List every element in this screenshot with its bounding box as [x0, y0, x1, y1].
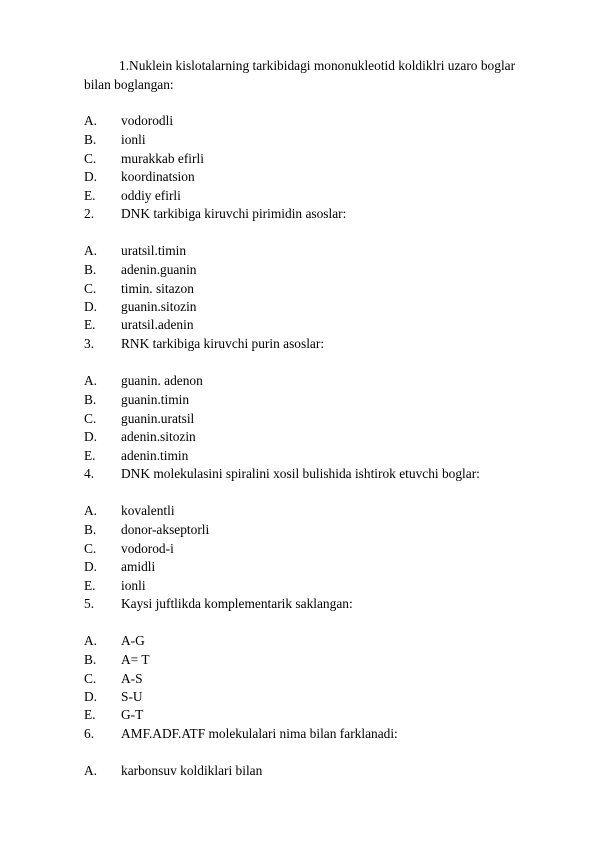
option-letter: D. [84, 169, 98, 184]
option-text: oddiy efirli [121, 188, 181, 203]
question-text: RNK tarkibiga kiruvchi purin asoslar: [121, 336, 325, 351]
option-letter: C. [84, 151, 97, 166]
option-letter: C. [84, 281, 97, 296]
option-text: murakkab efirli [121, 151, 204, 166]
option-letter: B. [84, 132, 97, 147]
option-text: guanin.timin [121, 392, 190, 407]
option-text: guanin.uratsil [121, 411, 195, 426]
option-text: adenin.sitozin [121, 429, 196, 444]
option-text: guanin.sitozin [121, 299, 197, 314]
option-text: A-S [121, 671, 143, 686]
option-letter: A. [84, 503, 98, 518]
option-text: G-T [121, 707, 144, 722]
option-text: vodorodli [121, 113, 174, 128]
option-text: A-G [121, 633, 145, 648]
option-letter: E. [84, 578, 96, 593]
question-number: 3. [84, 336, 95, 351]
option-text: uratsil.adenin [121, 317, 194, 332]
option-letter: C. [84, 671, 97, 686]
option-letter: C. [84, 411, 97, 426]
option-text: karbonsuv koldiklari bilan [121, 763, 263, 778]
option-letter: B. [84, 522, 97, 537]
option-letter: B. [84, 262, 97, 277]
question-number: 5. [84, 596, 95, 611]
option-text: uratsil.timin [121, 243, 187, 258]
option-text: koordinatsion [121, 169, 195, 184]
option-text: S-U [121, 689, 143, 704]
question-1 [84, 56, 524, 94]
question-text: DNK tarkibiga kiruvchi pirimidin asoslar: [121, 206, 347, 221]
option-letter: A. [84, 373, 98, 388]
question-text: Kaysi juftlikda komplementarik saklangan: [121, 596, 353, 611]
option-text: timin. sitazon [121, 281, 194, 296]
question-number: 6. [84, 726, 95, 741]
option-text: adenin.guanin [121, 262, 197, 277]
option-letter: A. [84, 633, 98, 648]
option-letter: D. [84, 429, 98, 444]
option-text: A= T [121, 652, 150, 667]
option-text: adenin.timin [121, 448, 189, 463]
option-text: ionli [121, 132, 146, 147]
question-1-line-2: bilan boglangan: [84, 77, 174, 92]
option-text: amidli [121, 559, 156, 574]
option-text: ionli [121, 578, 146, 593]
option-text: kovalentli [121, 503, 175, 518]
question-text: AMF.ADF.ATF molekulalari nima bilan farklanadi: [121, 726, 398, 741]
question-number: 2. [84, 206, 95, 221]
option-text: guanin. adenon [121, 373, 203, 388]
option-letter: D. [84, 559, 98, 574]
option-letter: A. [84, 763, 98, 778]
option-letter: E. [84, 448, 96, 463]
option-letter: E. [84, 188, 96, 203]
option-text: vodorod-i [121, 541, 174, 556]
option-letter: A. [84, 113, 98, 128]
question-number: 4. [84, 466, 95, 481]
option-letter: C. [84, 541, 97, 556]
option-text: donor-akseptorli [121, 522, 210, 537]
option-letter: A. [84, 243, 98, 258]
question-1-line-1: 1.Nuklein kislotalarning tarkibidagi mononukleotid koldiklri uzaro boglar [119, 58, 516, 73]
option-letter: D. [84, 689, 98, 704]
option-letter: B. [84, 652, 97, 667]
question-text: DNK molekulasini spiralini xosil bulishida ishtirok etuvchi boglar: [121, 466, 480, 481]
option-letter: D. [84, 299, 98, 314]
option-letter: B. [84, 392, 97, 407]
option-letter: E. [84, 707, 96, 722]
option-letter: E. [84, 317, 96, 332]
